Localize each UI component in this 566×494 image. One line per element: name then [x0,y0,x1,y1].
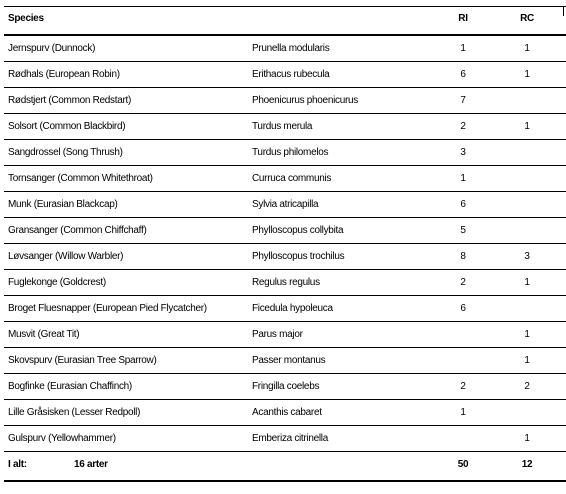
scientific-name: Curruca communis [252,173,332,184]
table-row [4,296,566,322]
ri-value: 1 [460,43,466,54]
species-name: Lille Gråsisken (Lesser Redpoll) [8,407,141,418]
species-name: Broget Fluesnapper (European Pied Flycatcher) [8,303,207,314]
scientific-name: Parus major [252,329,303,340]
ri-value: 1 [460,407,466,418]
table-row [4,244,566,270]
total-rc: 12 [521,459,533,470]
species-name: Rødstjert (Common Redstart) [8,95,132,106]
header-ri: RI [458,13,468,24]
table-row [4,374,566,400]
species-name: Solsort (Common Blackbird) [8,121,126,132]
ri-value: 2 [460,121,466,132]
scientific-name: Ficedula hypoleuca [252,303,333,314]
species-name: Gransanger (Common Chiffchaff) [8,225,147,236]
total-label: I alt: [8,459,27,470]
ri-value: 1 [460,173,466,184]
scientific-name: Phoenicurus phoenicurus [252,95,358,106]
species-name: Musvit (Great Tit) [8,329,80,340]
species-name: Munk (Eurasian Blackcap) [8,199,118,210]
table-row [4,218,566,244]
header-rc: RC [520,13,534,24]
species-name: Sangdrossel (Song Thrush) [8,147,123,158]
species-name: Skovspurv (Eurasian Tree Sparrow) [8,355,157,366]
table-row [4,140,566,166]
ri-value: 5 [460,225,466,236]
scientific-name: Prunella modularis [252,43,330,54]
species-name: Gulspurv (Yellowhammer) [8,433,116,444]
table-row [4,348,566,374]
table-total-row [4,452,566,482]
total-ri: 50 [457,459,469,470]
scientific-name: Acanthis cabaret [252,407,322,418]
rc-value: 1 [524,355,530,366]
table-row [4,192,566,218]
rc-value: 3 [524,251,530,262]
table-row [4,322,566,348]
species-name: Tornsanger (Common Whitethroat) [8,173,153,184]
species-name: Bogfinke (Eurasian Chaffinch) [8,381,132,392]
table-row [4,114,566,140]
rc-value: 1 [524,277,530,288]
species-name: Fuglekonge (Goldcrest) [8,277,106,288]
table-row [4,166,566,192]
scientific-name: Turdus merula [252,121,313,132]
rc-value: 1 [524,69,530,80]
rc-value: 1 [524,329,530,340]
header-species: Species [8,13,44,24]
ri-value: 8 [460,251,466,262]
scientific-name: Passer montanus [252,355,326,366]
scientific-name: Turdus philomelos [252,147,329,158]
ri-value: 2 [460,381,466,392]
species-name: Jernspurv (Dunnock) [8,43,96,54]
table-header-row [4,6,566,36]
table-row [4,270,566,296]
table-row [4,426,566,452]
table-row [4,88,566,114]
total-arter: 16 arter [74,459,108,470]
scientific-name: Sylvia atricapilla [252,199,319,210]
scientific-name: Erithacus rubecula [252,69,330,80]
scientific-name: Emberiza citrinella [252,433,328,444]
ri-value: 2 [460,277,466,288]
ri-value: 7 [460,95,466,106]
table-row [4,400,566,426]
rc-value: 1 [524,121,530,132]
rc-value: 1 [524,43,530,54]
rc-value: 2 [524,381,530,392]
scientific-name: Regulus regulus [252,277,320,288]
table-body [4,36,566,452]
ri-value: 6 [460,199,466,210]
scientific-name: Fringilla coelebs [252,381,320,392]
species-name: Rødhals (European Robin) [8,69,120,80]
ri-value: 3 [460,147,466,158]
scientific-name: Phylloscopus trochilus [252,251,345,262]
ri-value: 6 [460,69,466,80]
rc-value: 1 [524,433,530,444]
ri-value: 6 [460,303,466,314]
table-row [4,36,566,62]
species-name: Løvsanger (Willow Warbler) [8,251,124,262]
table-row [4,62,566,88]
species-table [4,6,566,482]
scientific-name: Phylloscopus collybita [252,225,344,236]
